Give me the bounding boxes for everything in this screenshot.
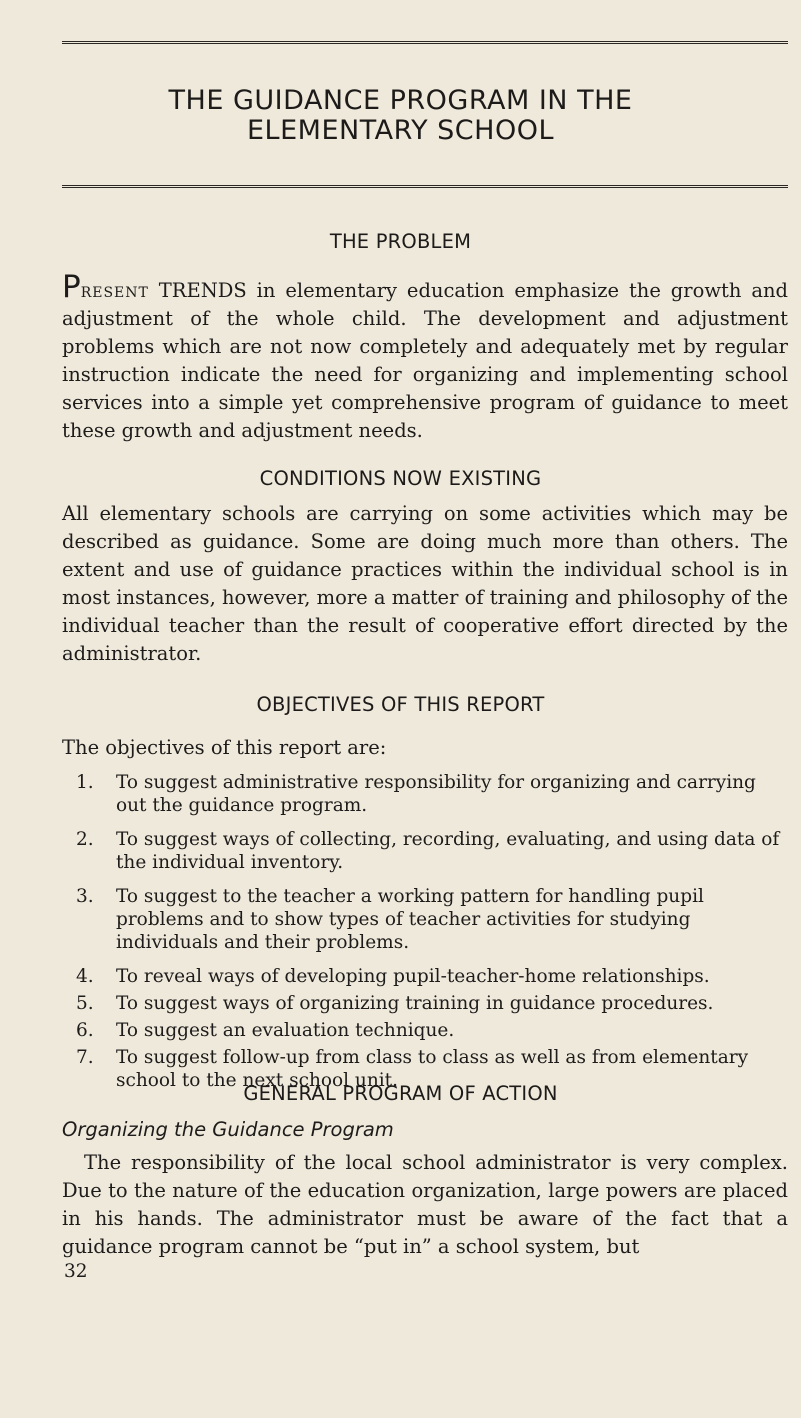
bottom-double-rule [62, 185, 788, 188]
general-paragraph: The responsibility of the local school administrator is very complex. Due to the nature of the education organization, large powers are placed in his hands. The administrator must be aware of the fact that a guidance program cannot be “put in” a school system, but [62, 1151, 788, 1258]
conditions-paragraph: All elementary schools are carrying on some activities which may be described as guidance. Some are doing much more than others. The extent and use of guidance practices within the individual school is in most instances, however, more a matter of training and philosophy of the individual teacher than the result of cooperative effort directed by the administrator. [62, 502, 789, 665]
title-line-2: ELEMENTARY SCHOOL [246, 115, 555, 146]
list-item [62, 828, 788, 874]
objectives-list [62, 771, 788, 1103]
drop-cap: P [62, 269, 81, 305]
heading-the-problem: THE PROBLEM [329, 230, 472, 253]
list-item [62, 992, 788, 1015]
heading-objectives: OBJECTIVES OF THIS REPORT [256, 693, 545, 716]
item-number: 4. [76, 966, 94, 987]
item-number: 2. [76, 829, 94, 850]
item-number: 1. [76, 772, 94, 793]
item-text: To suggest an evaluation technique. [116, 1020, 455, 1041]
item-text: To suggest follow-up from class to class as well as from elementary school to the next school unit. [116, 1047, 749, 1091]
item-text: To reveal ways of developing pupil-teacher-home relationships. [116, 966, 710, 987]
item-text: To suggest administrative responsibility for organizing and carrying out the guidance program. [116, 772, 756, 816]
item-text: To suggest to the teacher a working pattern for handling pupil problems and to show types of teacher activities for studying individuals and their problems. [116, 886, 704, 953]
page-title [0, 86, 801, 146]
subheading-organizing: Organizing the Guidance Program [62, 1118, 394, 1141]
objectives-intro: The objectives of this report are: [62, 736, 387, 759]
lead-word: resent [80, 279, 149, 302]
item-number: 7. [76, 1047, 94, 1068]
list-item [62, 1019, 788, 1042]
heading-general-program: GENERAL PROGRAM OF ACTION [243, 1082, 558, 1105]
heading-conditions-now-existing: CONDITIONS NOW EXISTING [259, 467, 542, 490]
item-text: To suggest ways of organizing training in guidance procedures. [116, 993, 714, 1014]
item-number: 5. [76, 993, 94, 1014]
problem-paragraph [62, 269, 788, 445]
list-item [62, 771, 788, 817]
problem-body: TRENDS in elementary education emphasize the growth and adjustment of the whole child. The development and adjustment problems which are not now completely and adequately met by regular instruction indicate the need for organizing and implementing school services into a simple yet comprehensive program of guidance to meet these growth and adjustment needs. [62, 279, 788, 442]
title-line-1: THE GUIDANCE PROGRAM IN THE [168, 85, 633, 116]
list-item [62, 885, 788, 954]
item-text: To suggest ways of collecting, recording, evaluating, and using data of the individual inventory. [116, 829, 780, 873]
page-number: 32 [64, 1261, 88, 1282]
item-number: 6. [76, 1020, 94, 1041]
item-number: 3. [76, 886, 94, 907]
list-item [62, 965, 788, 988]
top-double-rule [62, 41, 788, 44]
